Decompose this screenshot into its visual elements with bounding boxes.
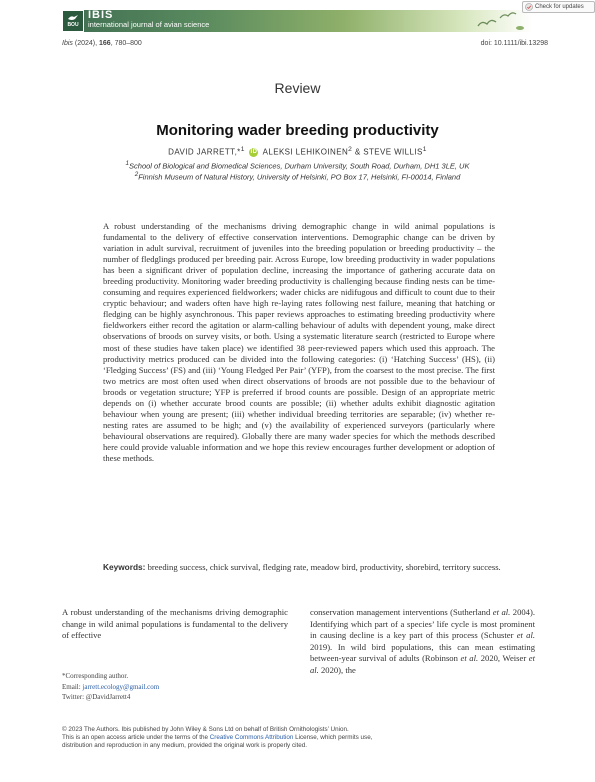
bird-logo-icon bbox=[67, 14, 79, 22]
journal-name: IBIS bbox=[88, 9, 114, 21]
author-lehikoinen-affil: 2 bbox=[348, 146, 353, 153]
copyright-line-3: distribution and reproduction in any medium, provided the original work is properly cited. bbox=[62, 742, 308, 750]
keywords-text: breeding success, chick survival, fledging rate, meadow bird, productivity, shorebird, territory success. bbox=[147, 562, 501, 572]
check-updates-label: Check for updates bbox=[535, 4, 584, 10]
flying-birds-icon bbox=[470, 8, 530, 36]
journal-subtitle: international journal of avian science bbox=[88, 20, 210, 29]
orcid-icon[interactable]: iD bbox=[250, 149, 258, 156]
email-label: Email: bbox=[62, 682, 83, 691]
logo-text: BOU bbox=[67, 22, 79, 28]
author-jarrett[interactable]: DAVID JARRETT,* bbox=[168, 147, 241, 157]
abstract: A robust understanding of the mechanisms driving demographic change in wild animal populations is fundamental to the delivery of effective conservation interventions. Demographic change can be driven by variation in adult survival, recruitment of juveniles into the breeding population or breeding productivity – the number of fledglings produced per breeding pair. Across Europe, low breeding productivity in wader populations has been a significant driver of population decline, increasing the importance of gathering accurate data on breeding productivity. Monitoring wader breeding productivity is challenging because finding nests can be time-consuming and requires experienced fieldworkers; wader chicks are nidifugous and difficult to count due to their cryptic behaviour; and waders often have high re-laying rates following nest failure, meaning that hatching or fledging can be highly asynchronous. This paper reviews approaches to estimating breeding productivity where fieldworkers either record the agitation or alarm-calling behaviour of adults with dependent young, make direct observations of broods on survey visits, or both. Using a systematic literature search (restricted to Europe where most of these studies have taken place) we identified 38 peer-reviewed papers which used this approach. The productivity metrics produced can be divided into the following categories: (i) ‘Hatching Success’ (HS), (ii) ‘Fledging Success’ (FS) and (iii) ‘Young Fledged Per Pair’ (YFP), from the coarsest to the most precise. The first two metrics are most often used when direct observations of broods are not possible due to the behaviour of broods or vegetation structure; YFP is preferred if brood counts are possible. Design of an appropriate metric depends on (i) whether accurate brood counts are possible; (ii) whether adults exhibit diagnostic agitation behaviour when young are present; (iii) whether individual breeding territories are separable; (iv) whether re-nesting rates are assumed to be high; and (v) the availability of experienced surveyors (particularly where behavioural observations are required). Globally there are many wader species for which the methods described here could provide valuable information and we hope this review encourages further development or adoption of these methods. bbox=[103, 221, 495, 463]
citation-volume: 166 bbox=[99, 40, 111, 47]
body-text: 2004). Identifying which part of a species’ life cycle is most prominent in causing decline is a key part of this process (Schuster bbox=[310, 607, 535, 641]
body-italic: et al. bbox=[460, 653, 479, 664]
citation-pages: , 780–800 bbox=[110, 40, 142, 47]
body-text: 2020), the bbox=[318, 664, 356, 675]
doi[interactable]: doi: 10.1111/ibi.13298 bbox=[480, 40, 548, 47]
corresponding-label: *Corresponding author. bbox=[62, 672, 129, 680]
author-willis[interactable]: & STEVE WILLIS bbox=[354, 147, 423, 157]
keywords bbox=[103, 562, 503, 573]
check-updates-icon bbox=[525, 3, 533, 11]
copyright-line-1: © 2023 The Authors. Ibis published by John Wiley & Sons Ltd on behalf of British Ornithologists’ Union. bbox=[62, 726, 349, 733]
email-line bbox=[62, 682, 262, 693]
article-title: Monitoring wader breeding productivity bbox=[156, 122, 439, 139]
body-text: 2019). In wild bird populations, this can mean estimating between-year survival of adults (Robinson bbox=[310, 641, 535, 664]
body-italic: et al. bbox=[492, 607, 511, 617]
citation-journal: Ibis bbox=[62, 40, 73, 47]
body-italic: et al. bbox=[516, 630, 535, 641]
cc-license-link[interactable]: Creative Commons Attribution bbox=[209, 734, 294, 742]
body-italic: et al. bbox=[310, 653, 535, 675]
citation-line bbox=[62, 40, 142, 47]
bou-logo bbox=[62, 10, 84, 32]
twitter-handle: Twitter: @DavidJarrett4 bbox=[62, 693, 131, 701]
email-link[interactable]: jarrett.ecology@gmail.com bbox=[82, 682, 160, 691]
affiliation-1 bbox=[0, 160, 595, 171]
author-willis-affil: 1 bbox=[422, 146, 427, 153]
body-text: conservation management interventions (Sutherland bbox=[310, 607, 493, 617]
body-right-column bbox=[310, 607, 535, 677]
affiliation-2-marker: 2 bbox=[134, 171, 139, 178]
body-left-column: A robust understanding of the mechanisms driving demographic change in wild animal populations is fundamental to the delivery of effective bbox=[62, 607, 288, 641]
affiliation-2 bbox=[0, 171, 595, 182]
author-list bbox=[0, 146, 595, 157]
check-for-updates-button[interactable] bbox=[522, 1, 595, 13]
affiliation-1-marker: 1 bbox=[125, 160, 130, 167]
article-type: Review bbox=[274, 80, 321, 96]
copyright-text: This is an open access article under the terms of the bbox=[62, 734, 210, 742]
affiliation-1-text: School of Biological and Biomedical Sciences, Durham University, South Road, Durham, DH1 3LE, UK bbox=[129, 161, 470, 171]
copyright-text: License, which permits use, bbox=[293, 734, 373, 742]
copyright-line-2 bbox=[62, 734, 542, 742]
citation-year: (2024), bbox=[74, 40, 98, 47]
affiliation-2-text: Finnish Museum of Natural History, University of Helsinki, PO Box 17, Helsinki, FI-00014, Finland bbox=[138, 172, 461, 182]
copyright-notice bbox=[62, 726, 542, 751]
keywords-label: Keywords: bbox=[103, 562, 146, 572]
author-jarrett-affil: 1 bbox=[240, 146, 245, 153]
author-lehikoinen[interactable]: ALEKSI LEHIKOINEN bbox=[262, 147, 349, 157]
body-text: 2020, Weiser bbox=[478, 653, 529, 664]
corresponding-author-footnote bbox=[62, 671, 262, 703]
